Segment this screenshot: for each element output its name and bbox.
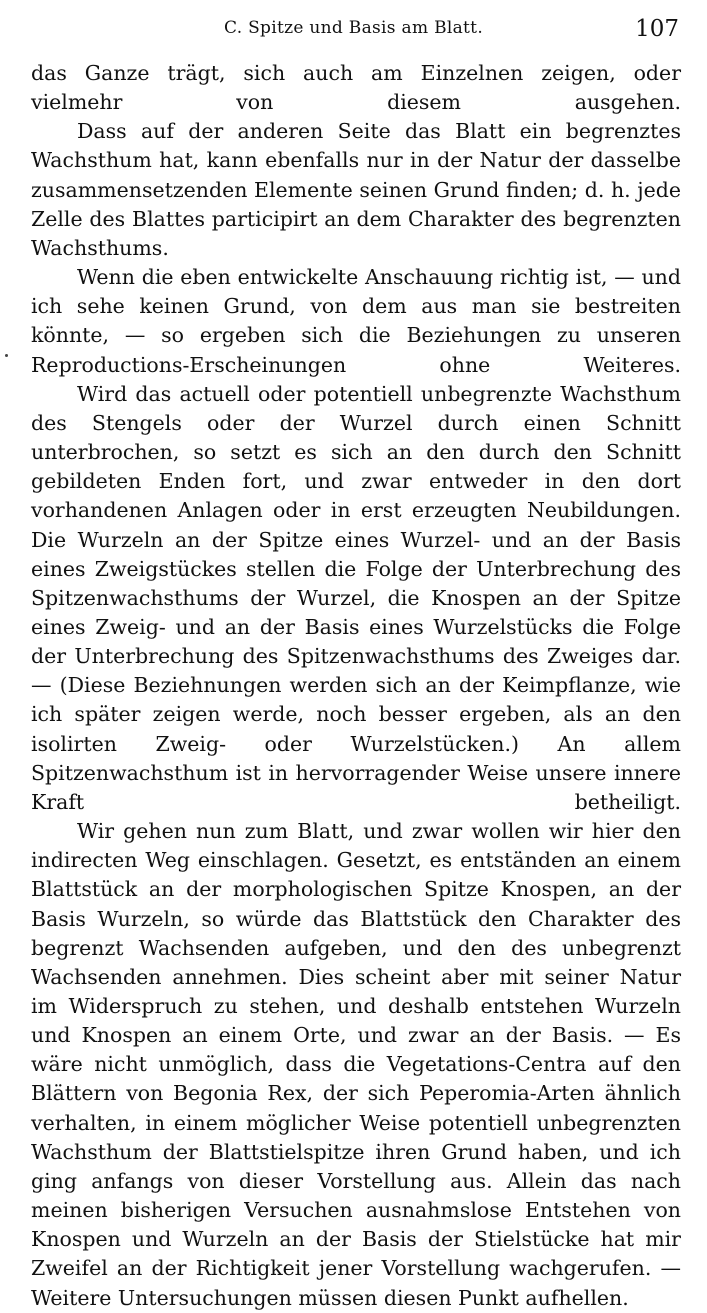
margin-mark bbox=[5, 354, 8, 357]
paragraph-stengel-wurzel: Wird das actuell oder potentiell unbegrenzte Wachsthum des Stengels oder der Wurzel durch einen Schnitt unterbrochen, so setzt es sich an den durch den Schnitt gebildeten Enden fort, und zwar entweder in den dort vorhandenen Anlagen oder in erst erzeugten Neubildungen. Die Wurzeln an der Spitze eines Wurzel- und an der Basis eines Zweigstückes stellen die Folge der Unterbrechung des Spitzenwachsthums der Wurzel, die Knospen an der Spitze eines Zweig- und an der Basis eines Wurzelstücks die Folge der Unterbrechung des Spitzenwachsthums des Zweiges dar. — (Diese Beziehnungen werden sich an der Keimpflanze, wie ich später zeigen werde, noch besser ergeben, als an den isolirten Zweig- oder Wurzelstücken.) An allem Spitzenwachsthum ist in hervorragender Weise unsere innere Kraft betheiligt. bbox=[31, 381, 681, 814]
paragraph-blatt-wachsthum: Dass auf der anderen Seite das Blatt ein begrenztes Wachsthum hat, kann ebenfalls nur in der Natur der dasselbe zusammensetzenden Elemente seinen Grund finden; d. h. jede Zelle des Blattes participirt an dem Charakter des begrenzten Wachsthums. bbox=[31, 119, 681, 260]
paragraph-blatt: Wir gehen nun zum Blatt, und zwar wollen wir hier den indirecten Weg einschlagen. Gesetzt, es entständen an einem Blattstück an der morphologischen Spitze Knospen, an der Basis Wurzeln, so würde das Blattstück den Charakter des begrenzt Wachsenden aufgeben, und den des unbegrenzt Wachsenden annehmen. Dies scheint aber mit seiner Natur im Widerspruch zu stehen, und deshalb entstehen Wurzeln und Knospen an einem Orte, und zwar an der Basis. — Es wäre nicht unmöglich, dass die Vegetations-Centra auf den Blättern von Begonia Rex, der sich Peperomia-Arten ähnlich verhalten, in einem möglicher Weise potentiell unbegrenzten Wachsthum der Blattstielspitze ihren Grund haben, und ich ging anfangs von dieser Vorstellung aus. Allein das nach meinen bisherigen Versuchen ausnahmslose Entstehen von Knospen und Wurzeln an der Basis der Stielstücke hat mir Zweifel an der Richtigkeit jener Vorstellung wachgerufen. — Weitere Untersuchungen müssen diesen Punkt aufhellen. bbox=[31, 819, 681, 1310]
paragraph-anschauung: Wenn die eben entwickelte Anschauung richtig ist, — und ich sehe keinen Grund, von dem aus man sie bestreiten könnte, — so ergeben sich die Beziehungen zu unseren Reproductions-Erscheinungen ohne Weiteres. bbox=[31, 265, 681, 377]
running-head bbox=[0, 16, 707, 46]
page-number: 107 bbox=[635, 16, 679, 42]
body-text bbox=[31, 59, 681, 1313]
running-title: C. Spitze und Basis am Blatt. bbox=[224, 18, 484, 38]
paragraph-continued: das Ganze trägt, sich auch am Einzelnen zeigen, oder vielmehr von diesem ausgehen. bbox=[31, 61, 681, 115]
